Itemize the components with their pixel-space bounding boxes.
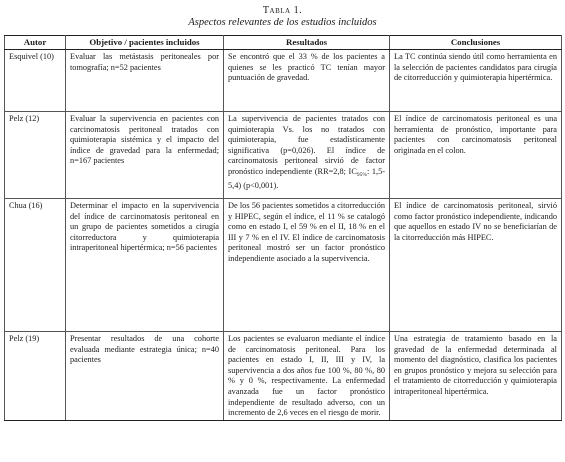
ci-subscript: 95%: [356, 171, 367, 178]
header-results: Resultados: [224, 36, 390, 50]
cell-objective: Presentar resultados de una cohorte evaluada mediante estrategia única; n=40 pacientes: [66, 332, 224, 421]
cell-objective: Evaluar las metástasis peritoneales por tomografía; n=52 pacientes: [66, 50, 224, 112]
cell-conclusions: Una estrategia de tratamiento basado en la gravedad de la enfermedad determinada al momento del diagnóstico, clasifica los pacientes en grupos pronóstico y mejora su selección para el tratamiento de citorreducción y quimioterapia intraperitoneal hipertérmica.: [390, 332, 562, 421]
table-row: [5, 50, 562, 112]
cell-results: Se encontró que el 33 % de los pacientes a quienes se les practicó TC tenían mayor puntuación de gravedad.: [224, 50, 390, 112]
table-title: Aspectos relevantes de los estudios incluidos: [188, 17, 377, 28]
header-conclusions: Conclusiones: [390, 36, 562, 50]
cell-conclusions: El índice de carcinomatosis peritoneal, sirvió como factor pronóstico independiente, indicando que aquellos en estado IV no se beneficiarían de la citorreducción más HIPEC.: [390, 199, 562, 332]
cell-conclusions: El índice de carcinomatosis peritoneal es una herramienta de pronóstico, importante para pacientes con carcinomatosis peritoneal originada en el colon.: [390, 112, 562, 199]
cell-objective: Evaluar la supervivencia en pacientes con carcinomatosis peritoneal tratados con quimioterapia sistémica y el impacto del índice de gravedad para la enfermedad; n=167 pacientes: [66, 112, 224, 199]
cell-author: Esquivel (10): [5, 50, 66, 112]
table-header-row: [5, 36, 562, 50]
header-author: Autor: [5, 36, 66, 50]
cell-objective: Determinar el impacto en la supervivencia del índice de carcinomatosis peritoneal en un grupo de pacientes sometidos a cirugía citorreductora y quimioterapia intraperitoneal hipertérmica; n=56 pacientes: [66, 199, 224, 332]
results-text-tail: : 1,5-5,4) (p<0,001).: [228, 166, 385, 190]
table-number: Tabla 1.: [262, 5, 303, 16]
cell-results: De los 56 pacientes sometidos a citorreducción y HIPEC, según el índice, el 11 % se catalogó como en estado I, el 59 % en el II, 18 % en el III y 7 % en el IV. El índice de carcinomatosis peritoneal mostró ser un factor pronóstico independiente asociado a la supervivencia.: [224, 199, 390, 332]
table-row: [5, 199, 562, 332]
cell-results: [224, 112, 390, 199]
header-objective: Objetivo / pacientes incluidos: [66, 36, 224, 50]
results-text: La supervivencia de pacientes tratados con quimioterapia Vs. los no tratados con quimioterapia, fue estadísticamente significativa (p=0,026). El índice de carcinomatosis peritoneal sirvió de factor pronóstico independiente (RR=2,8; IC: [228, 114, 385, 176]
cell-results: Los pacientes se evaluaron mediante el índice de carcinomatosis peritoneal. Para los pacientes en estado I, II, III y IV, la supervivencia a dos años fue 100 %, 80 %, 80 % y 0 %, respectivamente. La enfermedad avanzada fue un factor pronóstico independiente de resultado adverso, con un incremento de 2,6 veces en el riesgo de morir.: [224, 332, 390, 421]
cell-conclusions: La TC continúa siendo útil como herramienta en la selección de pacientes candidatos para cirugía de citorreducción y quimioterapia hipertérmica.: [390, 50, 562, 112]
table-caption: [0, 0, 565, 28]
cell-author: Pelz (12): [5, 112, 66, 199]
cell-author: Chua (16): [5, 199, 66, 332]
cell-author: Pelz (19): [5, 332, 66, 421]
table-row: [5, 332, 562, 421]
studies-table: [4, 35, 562, 421]
table-row: [5, 112, 562, 199]
